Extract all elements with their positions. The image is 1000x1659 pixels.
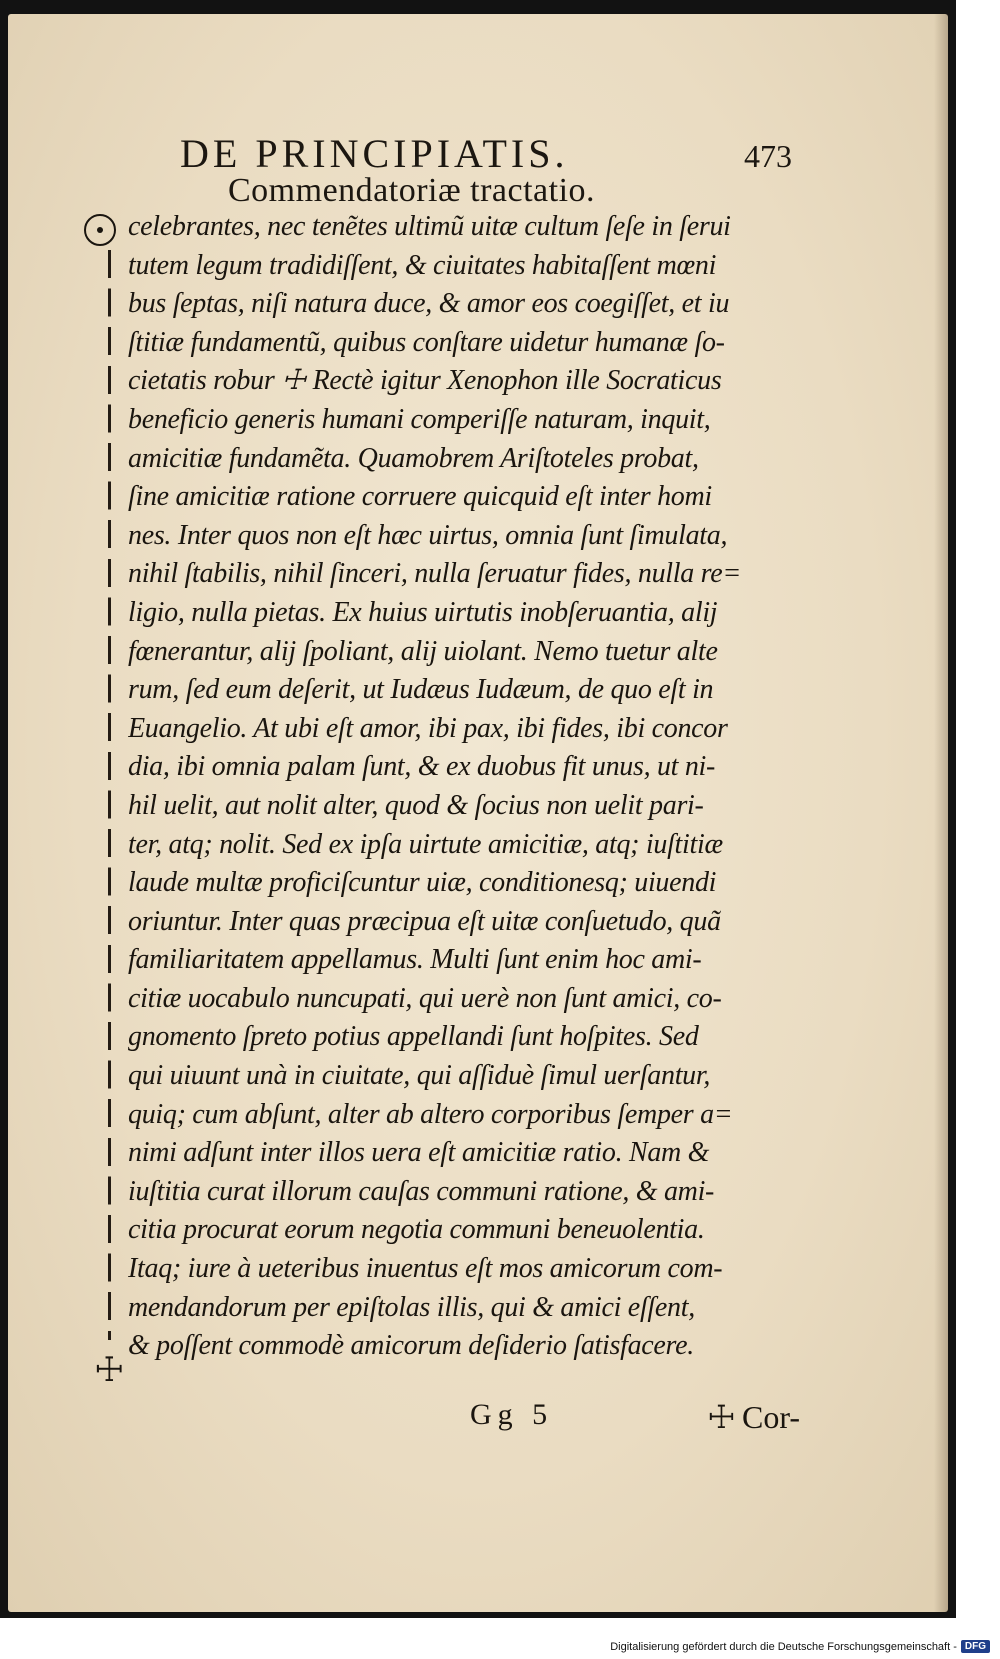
text-line: hil uelit, aut nolit alter, quod & ſocius non uelit pari-	[128, 789, 704, 821]
text-line: citia procurat eorum negotia communi beneuolentia.	[128, 1214, 705, 1246]
margin-rule	[108, 250, 111, 1340]
text-line: & poſſent commodè amicorum deſiderio ſatisfacere.	[128, 1330, 694, 1362]
catchword-cross-icon: ☩	[707, 1398, 736, 1436]
text-line: mendandorum per epiſtolas illis, qui & amici eſſent,	[128, 1291, 695, 1323]
text-line: ligio, nulla pietas. Ex huius uirtutis inobſeruantia, alij	[128, 596, 718, 628]
text-line: Itaq; iure à ueteribus inuentus eſt mos amicorum com-	[128, 1253, 723, 1285]
text-line: quiq; cum abſunt, alter ab altero corporibus ſemper a=	[128, 1098, 733, 1130]
catchword-text: Cor-	[741, 1399, 800, 1435]
text-line: laude multæ proficiſcuntur uiæ, conditionesq; uiuendi	[128, 867, 717, 899]
body-text	[128, 208, 794, 1366]
page-footer	[470, 1398, 800, 1442]
page-edge-shadow	[934, 14, 948, 1612]
text-line: citiæ uocabulo nuncupati, qui uerè non ſunt amici, co-	[128, 982, 722, 1014]
text-line: oriuntur. Inter quas præcipua eſt uitæ conſuetudo, quã	[128, 905, 721, 937]
running-head-title: DE PRINCIPIATIS.	[180, 131, 569, 176]
signature-mark: Gg 5	[470, 1398, 554, 1431]
text-line: Euangelio. At ubi eſt amor, ibi pax, ibi fides, ibi concor	[128, 712, 728, 744]
page-number: 473	[744, 138, 792, 174]
text-line: ſtitiæ fundamentũ, quibus conſtare uidetur humanæ ſo-	[128, 326, 725, 358]
text-line: fœnerantur, alij ſpoliant, alij uiolant. Nemo tuetur alte	[128, 635, 718, 667]
text-line: cietatis robur ☩ Rectè igitur Xenophon ille Socraticus	[128, 365, 722, 397]
text-line: dia, ibi omnia palam ſunt, & ex duobus fit unus, ut ni-	[128, 751, 716, 783]
catchword	[707, 1398, 800, 1436]
credit-text: Digitalisierung gefördert durch die Deutsche Forschungsgemeinschaft -	[610, 1640, 957, 1653]
cross-icon: ☩	[94, 1350, 125, 1390]
text-line: tutem legum tradidiſſent, & ciuitates habitaſſent mœni	[128, 249, 717, 281]
text-line: nihil ſtabilis, nihil ſinceri, nulla ſeruatur fides, nulla re=	[128, 558, 741, 590]
running-head	[172, 130, 792, 178]
text-line: ter, atq; nolit. Sed ex ipſa uirtute amicitiæ, atq; iuſtitiæ	[128, 828, 723, 860]
text-line: nes. Inter quos non eſt hæc uirtus, omnia ſunt ſimulata,	[128, 519, 728, 551]
text-line: amicitiæ fundamẽta. Quamobrem Ariſtoteles probat,	[128, 442, 699, 474]
dfg-logo-icon: DFG	[961, 1640, 990, 1653]
text-line: ſine amicitiæ ratione corruere quicquid eſt inter homi	[128, 481, 712, 513]
text-line: qui uiuunt unà in ciuitate, qui aſſiduè ſimul uerſantur,	[128, 1060, 711, 1092]
text-line: beneficio generis humani comperiſſe naturam, inquit,	[128, 403, 711, 435]
paragraph-marker-icon	[84, 214, 116, 246]
text-line: celebrantes, nec tenẽtes ultimũ uitæ cultum ſeſe in ſerui	[128, 211, 731, 242]
text-line: gnomento ſpreto potius appellandi ſunt hoſpites. Sed	[128, 1021, 699, 1053]
digitization-credit	[610, 1640, 990, 1653]
text-line: nimi adſunt inter illos uera eſt amicitiæ ratio. Nam &	[128, 1137, 710, 1169]
text-line: bus ſeptas, niſi natura duce, & amor eos coegiſſet, et iu	[128, 288, 730, 320]
text-line: iuſtitia curat illorum cauſas communi ratione, & ami-	[128, 1175, 715, 1207]
text-line: rum, ſed eum deſerit, ut Iudæus Iudæum, de quo eſt in	[128, 674, 714, 706]
text-line: familiaritatem appellamus. Multi ſunt enim hoc ami-	[128, 944, 702, 976]
section-subheading: Commendatoriæ tractatio.	[228, 172, 596, 209]
